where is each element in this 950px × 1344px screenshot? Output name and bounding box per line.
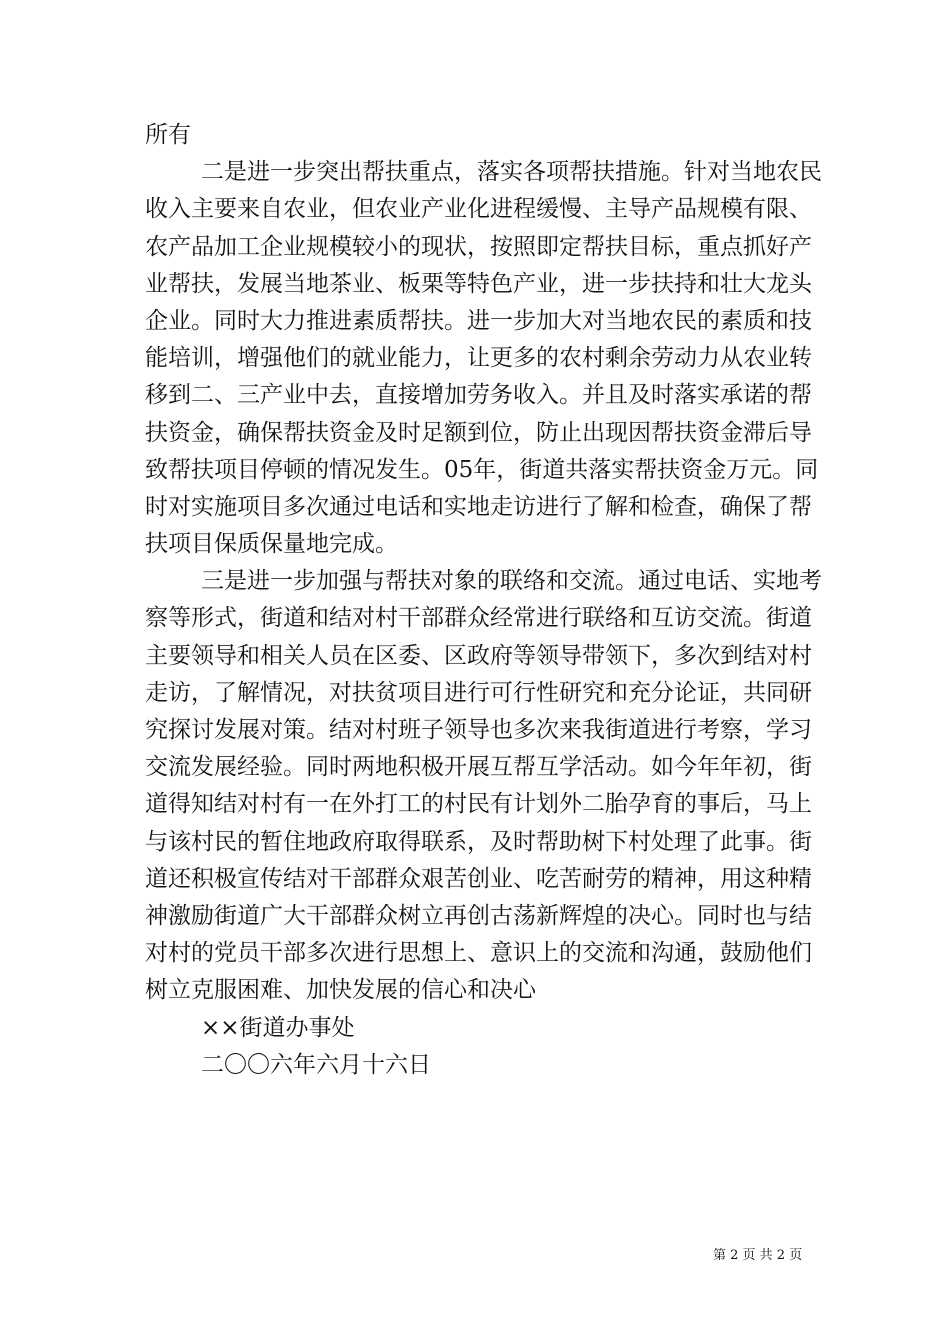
text-line: 致帮扶项目停顿的情况发生。05年，街道共落实帮扶资金万元。同 [145,456,819,483]
text-line: 对村的党员干部多次进行思想上、意识上的交流和沟通，鼓励他们 [145,940,812,967]
text-line: 三是进一步加强与帮扶对象的联络和交流。通过电话、实地考 [201,568,822,595]
text-line: 收入主要来自农业，但农业产业化进程缓慢、主导产品规模有限、 [145,196,812,223]
page-number-footer: 第 2 页 共 2 页 [713,1248,803,1263]
text-line: 二是进一步突出帮扶重点，落实各项帮扶措施。针对当地农民 [201,159,822,186]
text-line: 所有 [145,122,191,148]
text-line: 时对实施项目多次通过电话和实地走访进行了解和检查，确保了帮 [145,493,812,520]
signature-date: 二〇〇六年六月十六日 [201,1051,431,1078]
paragraph-lines [145,117,822,1010]
text-line: 扶项目保质保量地完成。 [145,531,398,558]
text-line: 能培训，增强他们的就业能力，让更多的农村剩余劳动力从农业转 [145,345,812,372]
text-line: 走访，了解情况，对扶贫项目进行可行性研究和充分论证，共同研 [145,679,812,706]
text-line: 树立克服困难、加快发展的信心和决心 [145,977,536,1004]
text-line: 究探讨发展对策。结对村班子领导也多次来我街道进行考察，学习 [145,717,812,743]
text-line: 主要领导和相关人员在区委、区政府等领导带领下，多次到结对村 [145,642,812,669]
text-line: 察等形式，街道和结对村干部群众经常进行联络和互访交流。街道 [145,605,812,632]
text-line: 与该村民的暂住地政府取得联系，及时帮助树下村处理了此事。街 [145,828,812,855]
text-line: 业帮扶，发展当地茶业、板栗等特色产业，进一步扶持和壮大龙头 [145,270,812,297]
text-line: 道得知结对村有一在外打工的村民有计划外二胎孕育的事后，马上 [145,791,812,818]
signature-office: ××街道办事处 [201,1014,355,1041]
text-line: 移到二、三产业中去，直接增加劳务收入。并且及时落实承诺的帮 [145,382,812,409]
text-line: 交流发展经验。同时两地积极开展互帮互学活动。如今年年初，街 [145,754,812,781]
text-line: 企业。同时大力推进素质帮扶。进一步加大对当地农民的素质和技 [145,307,812,334]
document-body [145,117,822,1084]
text-line: 农产品加工企业规模较小的现状，按照即定帮扶目标，重点抓好产 [145,233,812,260]
text-line: 道还积极宣传结对干部群众艰苦创业、吃苦耐劳的精神，用这种精 [145,865,812,892]
text-line: 神激励街道广大干部群众树立再创古荡新辉煌的决心。同时也与结 [145,902,812,929]
text-line: 扶资金，确保帮扶资金及时足额到位，防止出现因帮扶资金滞后导 [145,419,812,446]
